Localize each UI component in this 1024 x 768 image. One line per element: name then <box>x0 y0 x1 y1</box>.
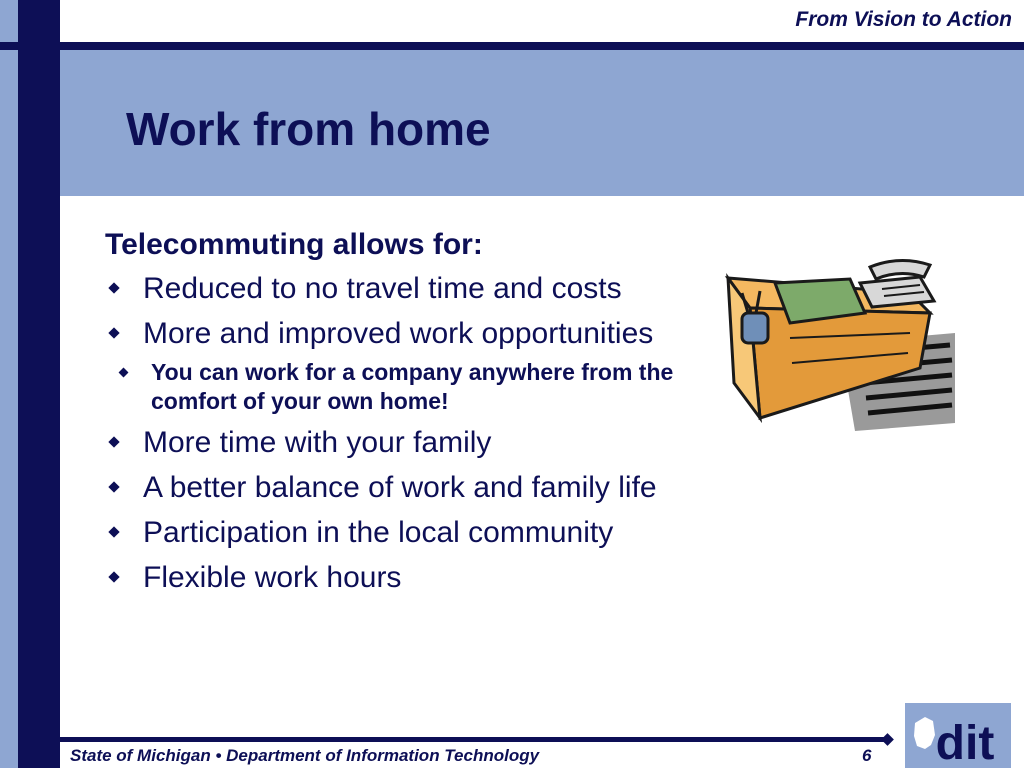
slide-body <box>105 226 725 605</box>
bullet-item-text: More and improved work opportunities <box>143 317 654 350</box>
left-accent-bar-light <box>0 0 18 768</box>
bullet-item: More time with your family <box>105 425 725 461</box>
header-rule <box>0 42 1024 50</box>
office-desk-clipart <box>720 253 960 433</box>
footer-text: State of Michigan • Department of Information Technology <box>70 746 540 765</box>
sub-bullet-item: You can work for a company anywhere from the comfort of your own home! <box>105 358 725 416</box>
footer-diamond-icon <box>881 733 894 746</box>
footer-rule <box>60 737 886 742</box>
bullet-item: Flexible work hours <box>105 560 725 596</box>
bullet-item <box>105 316 725 416</box>
bullet-list <box>105 271 725 596</box>
telephone-icon <box>860 260 934 307</box>
bullet-item: A better balance of work and family life <box>105 470 725 506</box>
logo-text: dit <box>935 717 995 768</box>
left-accent-bar-dark <box>18 0 60 768</box>
lead-text: Telecommuting allows for: <box>105 228 483 261</box>
header-tagline: From Vision to Action <box>795 8 1012 31</box>
slide-title: Work from home <box>126 103 491 155</box>
bullet-item: Reduced to no travel time and costs <box>105 271 725 307</box>
michigan-dit-logo <box>905 703 1011 768</box>
bullet-item: Participation in the local community <box>105 515 725 551</box>
sub-bullet-list <box>143 358 725 416</box>
page-number: 6 <box>862 746 872 765</box>
